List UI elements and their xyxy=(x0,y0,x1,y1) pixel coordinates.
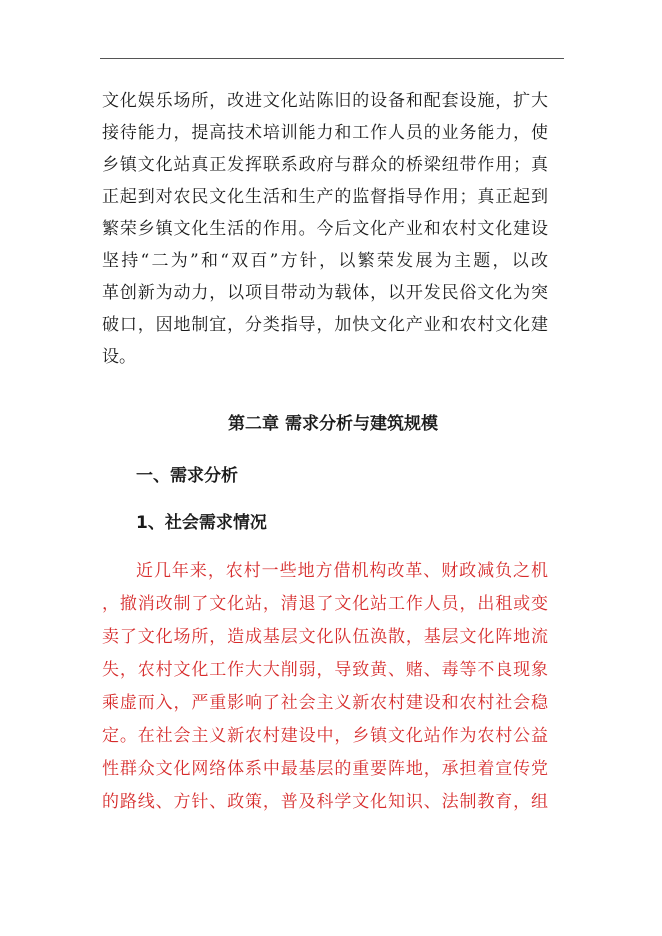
text-line: 失，农村文化工作大大削弱，导致黄、赌、毒等不良现象 xyxy=(102,660,548,680)
section-heading: 一、需求分析 xyxy=(136,466,238,486)
text-line: 革创新为动力，以项目带动为载体，以开发民俗文化为突 xyxy=(102,283,548,303)
text-line: 卖了文化场所，造成基层文化队伍涣散，基层文化阵地流 xyxy=(102,627,548,647)
text-line: 繁荣乡镇文化生活的作用。今后文化产业和农村文化建设 xyxy=(102,219,548,239)
chapter-title: 第二章 需求分析与建筑规模 xyxy=(228,414,438,434)
subsection-heading: 1、社会需求情况 xyxy=(136,513,267,533)
text-line: 近几年来，农村一些地方借机构改革、财政减负之机 xyxy=(136,561,548,581)
text-line: 乘虚而入，严重影响了社会主义新农村建设和农村社会稳 xyxy=(102,693,548,713)
text-line: 文化娱乐场所，改进文化站陈旧的设备和配套设施，扩大 xyxy=(102,91,548,111)
text-line: 破口，因地制宜，分类指导，加快文化产业和农村文化建 xyxy=(102,315,548,335)
text-line: 正起到对农民文化生活和生产的监督指导作用；真正起到 xyxy=(102,187,548,207)
text-line: 性群众文化网络体系中最基层的重要阵地，承担着宣传党 xyxy=(102,759,548,779)
text-line: 乡镇文化站真正发挥联系政府与群众的桥梁纽带作用；真 xyxy=(102,155,548,175)
text-line: 坚持“二为”和“双百”方针，以繁荣发展为主题，以改 xyxy=(102,251,548,271)
text-line: ，撤消改制了文化站，清退了文化站工作人员，出租或变 xyxy=(102,594,548,614)
text-line: 接待能力，提高技术培训能力和工作人员的业务能力，使 xyxy=(102,123,548,143)
text-line: 设。 xyxy=(102,347,136,367)
text-line: 的路线、方针、政策，普及科学文化知识、法制教育，组 xyxy=(102,792,548,812)
header-rule xyxy=(100,58,564,59)
text-line: 定。在社会主义新农村建设中，乡镇文化站作为农村公益 xyxy=(102,726,548,746)
